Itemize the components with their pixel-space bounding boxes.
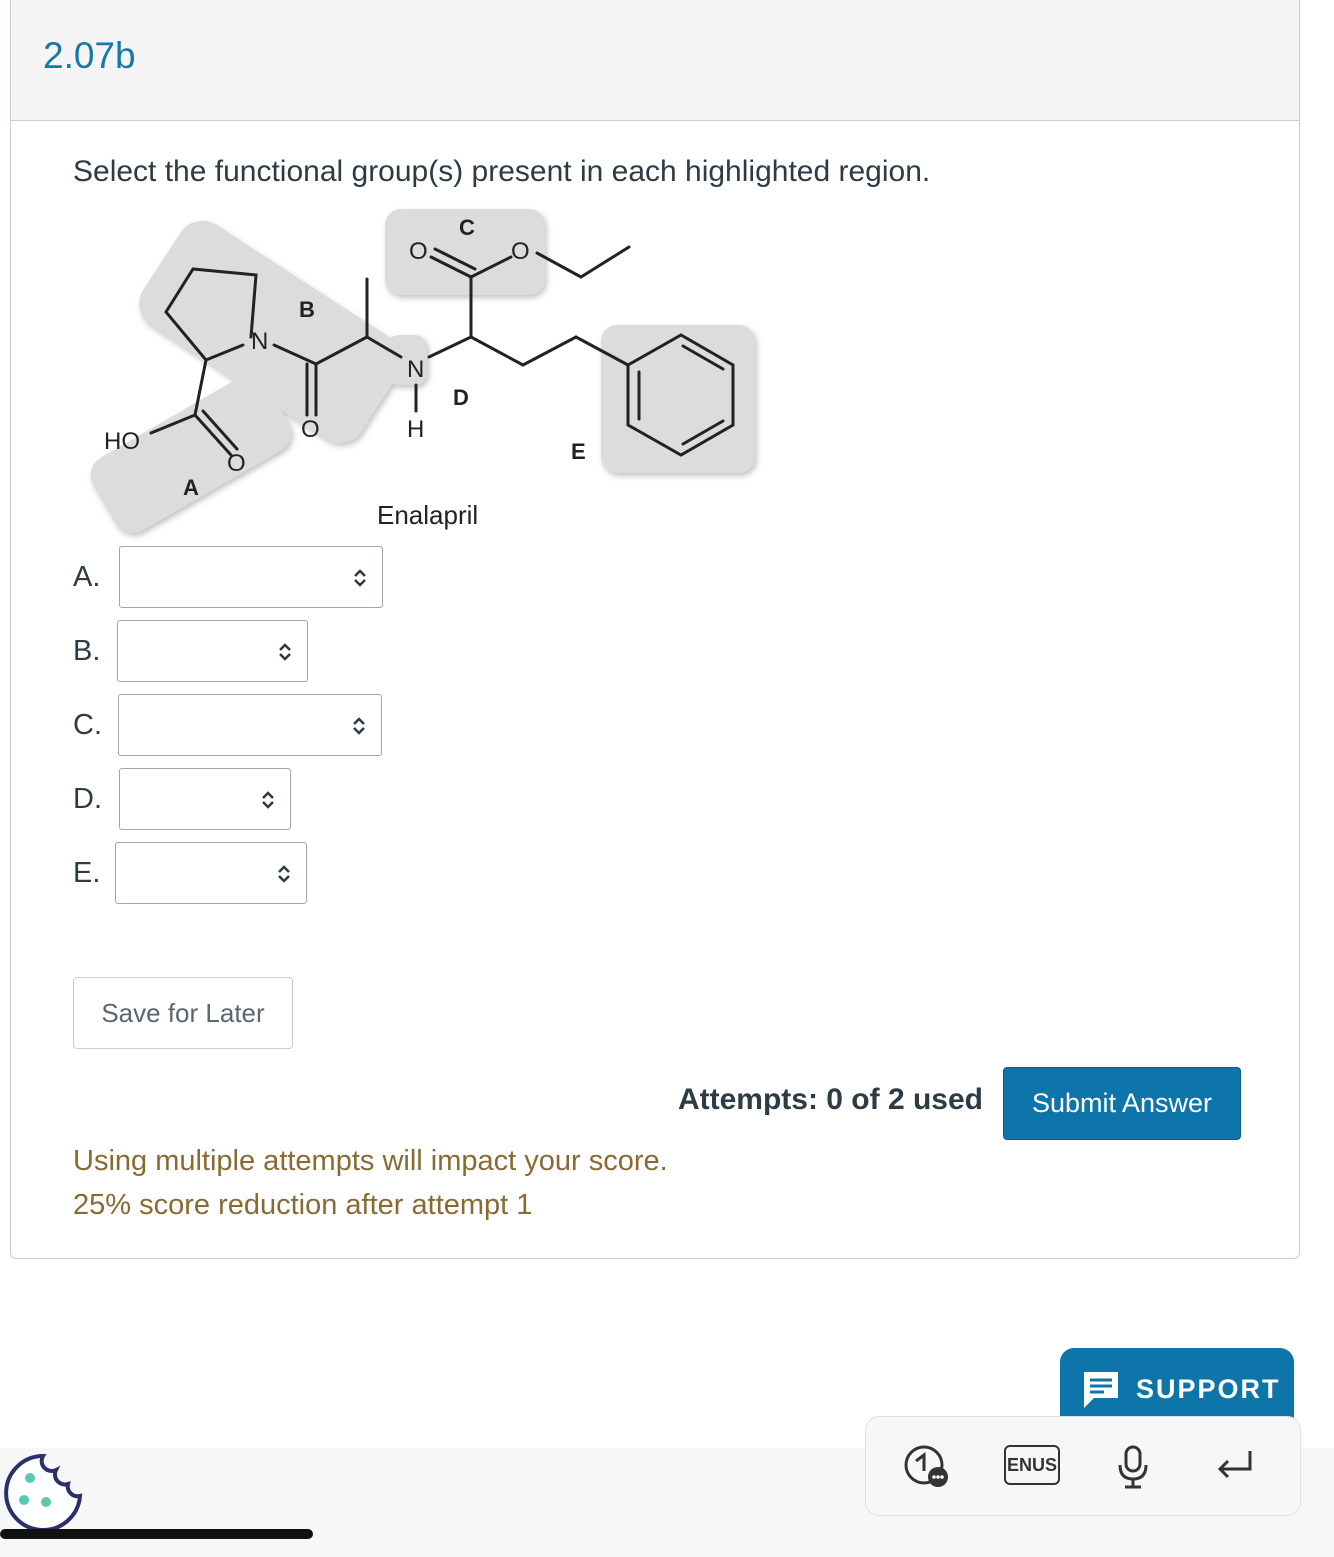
atom-o-ester: O: [511, 238, 530, 265]
answer-select-b[interactable]: [117, 620, 308, 682]
chevron-updown-icon: [276, 863, 292, 885]
horizontal-scrollbar[interactable]: [0, 1529, 313, 1539]
region-label-b: B: [299, 297, 315, 322]
atom-h-amine: H: [407, 416, 425, 443]
translate-icon[interactable]: [902, 1441, 952, 1491]
atom-o-carbonyl: O: [409, 238, 428, 265]
answer-label-c: C.: [73, 709, 102, 741]
language-toggle[interactable]: [1004, 1445, 1060, 1485]
atom-n-amine: N: [407, 356, 425, 383]
question-header: [11, 0, 1299, 121]
enter-arrow-icon[interactable]: [1210, 1441, 1260, 1491]
chevron-updown-icon: [260, 789, 276, 811]
chat-bubble-icon: [1080, 1368, 1122, 1410]
answer-label-b: B.: [73, 635, 101, 667]
language-label: ENUS: [1006, 1455, 1057, 1475]
molecule-name: Enalapril: [377, 500, 479, 530]
atom-n-ring: N: [251, 328, 269, 355]
enalapril-structure: [71, 197, 771, 542]
answer-label-a: A.: [73, 561, 101, 593]
chevron-updown-icon: [352, 567, 368, 589]
answer-select-e[interactable]: [115, 842, 307, 904]
accessibility-toolbar: [865, 1416, 1301, 1516]
cookie-icon[interactable]: [2, 1452, 84, 1534]
answer-select-c[interactable]: [118, 694, 382, 756]
submit-answer-button[interactable]: Submit Answer: [1003, 1067, 1241, 1140]
answer-select-d[interactable]: [119, 768, 291, 830]
atom-o-amide: O: [301, 416, 320, 443]
chevron-updown-icon: [351, 715, 367, 737]
attempts-counter: Attempts: 0 of 2 used: [677, 1083, 983, 1116]
answer-label-e: E.: [73, 857, 101, 889]
atom-ho: HO: [104, 428, 140, 455]
chevron-updown-icon: [277, 641, 293, 663]
region-label-c: C: [459, 215, 475, 240]
region-label-e: E: [571, 439, 586, 464]
question-title: 2.07b: [43, 35, 136, 76]
question-prompt: Select the functional group(s) present in each highlighted region.: [73, 155, 931, 188]
score-reduction-note: 25% score reduction after attempt 1: [73, 1189, 533, 1221]
attempts-warning: Using multiple attempts will impact your score.: [73, 1145, 668, 1177]
save-for-later-button[interactable]: Save for Later: [73, 977, 293, 1049]
support-label: SUPPORT: [1136, 1374, 1281, 1404]
answer-label-d: D.: [73, 783, 102, 815]
region-label-d: D: [453, 385, 469, 410]
question-card: [10, 0, 1300, 1259]
atom-o-acid: O: [227, 450, 246, 477]
region-label-a: A: [183, 475, 199, 500]
answer-select-a[interactable]: [119, 546, 383, 608]
microphone-icon[interactable]: [1108, 1441, 1158, 1491]
